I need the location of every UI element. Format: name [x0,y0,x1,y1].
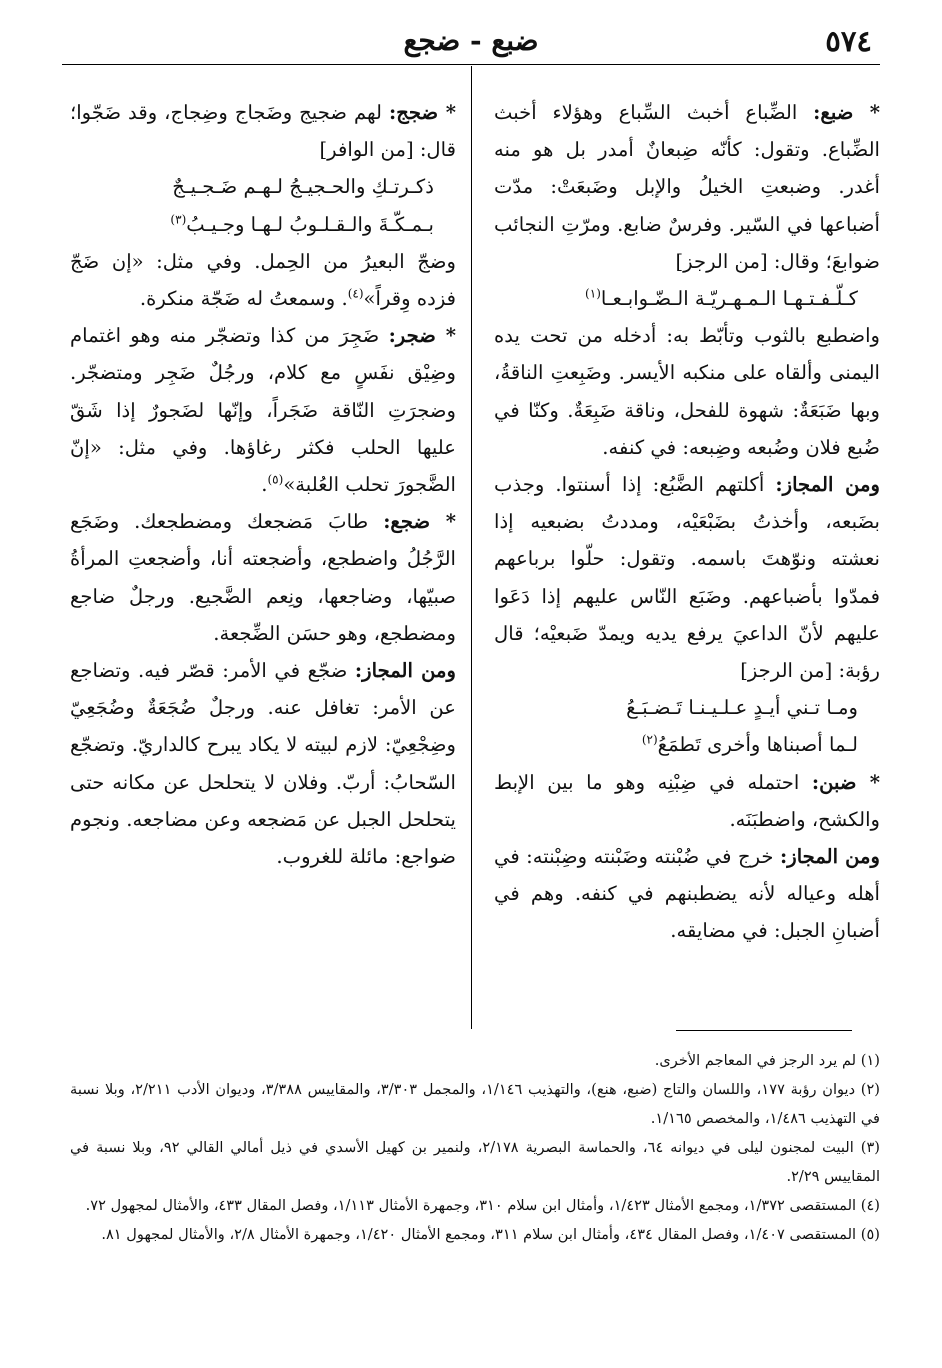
verse-text: ذكـرتـكِ والحـجيـجُ لـهـم ضَـجـيـجٌ [172,175,434,199]
headword: * ضجج: [389,101,456,124]
verse-text: ومـا تـني أيـدٍ عـلـيـنـا تَـضـبَـعُ [626,696,858,720]
footnote-ref: (٢) [641,732,658,747]
footnote-ref: (٣) [170,212,187,227]
verse-line [494,689,880,726]
entry-paragraph [494,317,880,466]
entry-text: ضجّع في الأمر: قصّر فيه. وتضاجع عن الأمر: تغافل عنه. ورجلٌ ضُجَعَةٌ وضُجَعِيّ وضِجْعِيّ: لازم لبيته لا يكاد يبرح كالداريّ. وتضجّع السّحابُ: أربّ. وفلان لا يتحلحل عن مكانه حتى يتحلحل الجبل عن مَضجعه وعن مضاجعه. ونجوم ضواجع: مائلة للغروب. [70,659,456,869]
footnote-ref: (٤) [347,286,364,301]
footnote: (٥) المستقصى ١/٤٠٧، وفصل المقال ٤٣٤، وأمثال ابن سلام ٣١١، ومجمع الأمثال ١/٤٢٠، وجمهرة الأمثال ٢/٨، والأمثال لمجهول ٨١. [101,1226,880,1243]
verse-line [494,726,880,763]
entry-text: . [261,473,268,497]
footnote: (١) لم يرد الرجز في المعاجم الأخرى. [654,1052,880,1069]
entry-dajar [70,317,456,503]
headword: * ضجع: [383,510,456,534]
entry-text: لهم ضجيج وضَجاج وضِجاج، وقد ضَجّوا؛ قال: [من الوافر] [70,101,456,162]
headword: ومن المجاز: [354,659,457,683]
footnote-ref: (١) [585,286,601,301]
verse-line [494,280,880,317]
entry-text: طابَ مَضجعك ومضطجعك. وضَجَع الرَّجُلُ واضطجع، وأضجعته أنا، وأضجعتِ المرأةُ صبيّها، وضاجعها، ونِعم الضَّجيع. ورجلٌ ضاجع ومضطجع، وهو حسَن الضِّجعة. [70,510,456,645]
headword: * ضبع: [813,101,881,124]
entry-daja [70,503,456,652]
footnote: (٣) البيت لمجنون ليلى في ديوانه ٦٤، والحماسة البصرية ٢/١٧٨، ولنمير بن كهيل الأسدي في ذيل أمالي القالي ٩٢، وبلا نسبة في المقاييس ٢/٢٩. [70,1139,880,1185]
entry-text: ضَجِرَ من كذا وتضجّر منه وهو اغتمام وضِيْق نفَسٍ مع كلام، ورجُلٌ ضَجِر ومتضجّر. وضجرَتِ النّاقة ضَجَراً، وإنّها لضَجورٌ إذا شَقّ عليها الحلب فكثر رغاؤها. وفي مثل: «إنّ الضَّجورَ تحلب العُلبة» [70,324,456,497]
entry-text: واضطبع بالثوب وتأبّط به: أدخله من تحت يده اليمنى وألقاه على منكبه الأيسر. وضَبِعتِ الناقةُ، وبها ضَبَعَةٌ: شهوة للفحل، وناقة ضَبِعَةٌ. وكنّا في ضُبع فلان وضُبعه وضِبعه: في كنفه. [494,324,880,459]
entry-dab [494,94,880,280]
footnote: (٤) المستقصى ١/٣٧٢، ومجمع الأمثال ١/٤٢٣، وأمثال ابن سلام ٣١٠، وجمهرة الأمثال ١/١١٣، وفصل المقال ٤٣٣، والأمثال لمجهول ٧٢. [85,1197,880,1214]
entry-majaz [70,652,456,875]
entry-text: خرج في ضُبْنته وضَبْنته وضِبْنته: في أهله وعياله لأنه يضطبنهم في كنفه. وهم في أضبانِ الجبل: في مضايقه. [494,845,880,943]
entry-text: وضجّ البعيرُ من الحِمل. وفي مثل: «إن ضَجّ فزده وِقراً» [70,249,456,311]
headword: ومن المجاز: [780,845,880,869]
verse-text: لـما أصبناها وأخرى تَطمَعُ [657,733,858,757]
headword: * ضجر: [388,324,457,348]
footnote: (٢) ديوان رؤبة ١٧٧، واللسان والتاج (ضبع، هنع)، والتهذيب ١/١٤٦، والمجمل ٣/٣٠٣، والمقاييس ٣/٣٨٨، وديوان الأدب ٢/٢١١، وبلا نسبة في التهذيب ١/٤٨٦، والمخصص ١/١٦٥. [70,1081,880,1127]
entry-text: . وسمعتُ له ضَجّة منكرة. [139,287,348,311]
entry-text: أكلتهم الضَّبُع: إذا أسنتوا. وجذب بضَبعه، وأخذتُ بضَبْعَيْه، ومددتُ بضبعيه إذا نعشته ونوّهتَ باسمه. وتقول: حلّوا برباعهم فمدّوا بأضباعهم. وضَبَع النّاس عليهم إذا دَعَوا عليهم لأنّ الداعيَ يرفع يديه ويمدّ ضَبعيْه؛ قال رؤبة: [من الرجز] [494,473,880,683]
running-head: ضبع - ضجع [403,24,539,57]
page-number: ٥٧٤ [825,24,872,58]
column-divider [471,66,472,1029]
headword: ومن المجاز: [775,473,880,497]
header-rule [62,64,880,65]
entry-paragraph [70,243,456,317]
entry-dajj [70,94,456,168]
entry-majaz [494,466,880,689]
entry-text: احتمله في ضِبْنِه وهو ما بين الإبط والكشح، واضطبَنَه. [494,770,880,831]
entry-text: الضِّباع أخبث السِّباع وهؤلاء أخبث الضِّباع. وتقول: كأنّه ضِبعانٌ أمدر بل هو منه أغدر. وضبعتِ الخيلُ والإبل وضَبعَتْ: مدّت أضباعها في السّير. وفرسٌ ضابع. ومرّتِ النجائب ضوابعَ؛ وقال: [من الرجز] [494,101,880,273]
page-header [62,18,880,64]
headword: * ضبن: [811,770,880,794]
verse-text: بـمـكّـةَ والـقـلـوبُ لـهـا وجـيـبُ [186,212,434,236]
footnotes [70,1046,880,1249]
verse-line [70,206,456,243]
footnote-rule [676,1030,852,1031]
verse-text: كـلّـفـتـهـا الـمـهـريّـة الـضّـوابـعـا [600,287,858,311]
entry-dabn [494,764,880,838]
entry-majaz [494,838,880,950]
right-column [494,94,880,950]
footnote-ref: (٥) [267,472,284,487]
left-column [70,94,456,875]
verse-line [70,168,456,205]
